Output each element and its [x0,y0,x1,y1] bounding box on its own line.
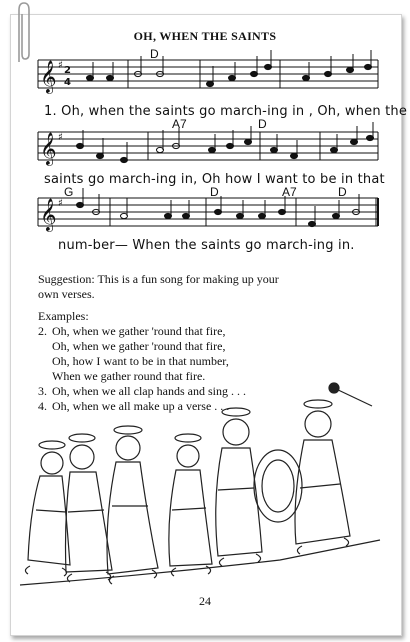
svg-text:♯: ♯ [58,198,63,209]
verse-line: Oh, when we gather 'round that fire, [52,324,226,338]
examples-heading: Examples: [38,309,89,323]
staff-3 [38,198,378,226]
verse-line: Oh, how I want to be in that number, [52,354,229,368]
svg-text:4: 4 [64,77,71,88]
suggestion-line-1: Suggestion: This is a fun song for making up your [38,272,279,286]
verse-number: 3. [38,384,47,398]
lyric-line-1: 1. Oh, when the saints go march-ing in , Oh, when the [44,104,408,119]
staff-2 [38,132,378,160]
treble-clef-icon: 𝄞 [40,198,57,231]
svg-text:2: 2 [64,65,71,76]
svg-text:♯: ♯ [58,60,63,71]
chord-symbol: G [64,185,74,199]
svg-text:♯: ♯ [58,132,63,143]
verse-number: 4. [38,399,47,413]
song-title: OH, WHEN THE SAINTS [133,29,277,43]
lyric-line-3: num-ber— When the saints go march-ing in. [58,238,355,253]
chord-symbol: D [338,185,347,199]
page-number: 24 [199,594,211,608]
chord-symbol: D [258,117,267,131]
chord-symbol: A7 [282,185,297,199]
chord-symbol: D [210,185,219,199]
chord-symbol: D [150,47,159,61]
sheet-music [0,0,410,260]
verse-line: Oh, when we all clap hands and sing . . . [52,384,246,398]
verse-line: When we gather round that fire. [52,369,206,383]
treble-clef-icon: 𝄞 [40,132,57,165]
suggestion-line-2: own verses. [38,287,95,301]
chord-symbol: A7 [172,117,187,131]
treble-clef-icon: 𝄞 [40,60,57,93]
lyric-line-2: saints go march-ing in, Oh how I want to be in that [44,172,385,187]
verse-number: 2. [38,324,47,338]
verse-line: Oh, when we all make up a verse . . . [52,399,230,413]
verse-line: Oh, when we gather 'round that fire, [52,339,226,353]
marching-saints-illustration [0,360,410,590]
